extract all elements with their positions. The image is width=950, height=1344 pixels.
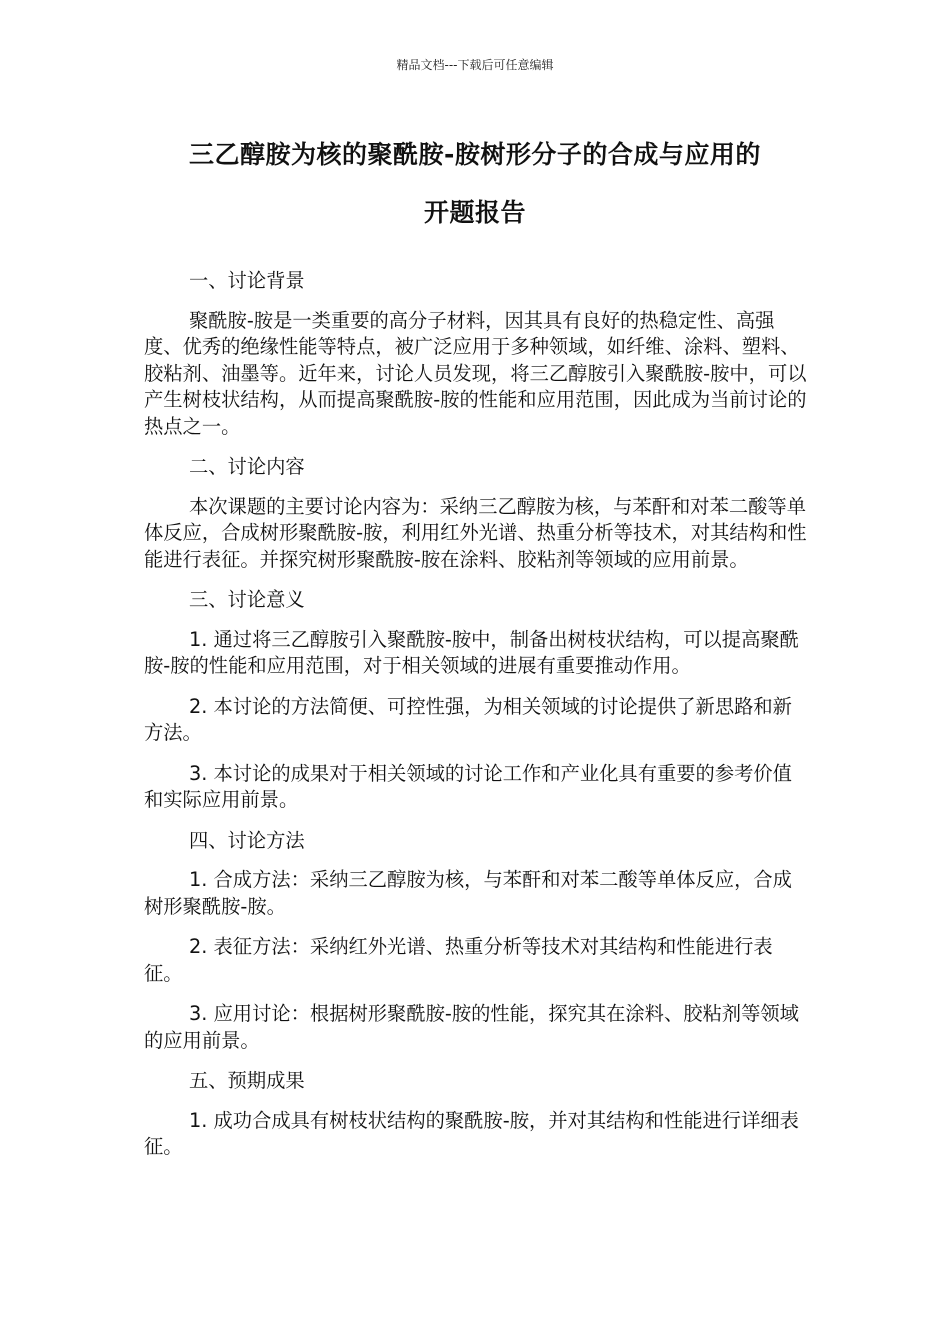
- background-paragraph: 聚酰胺-胺是一类重要的高分子材料，因其具有良好的热稳定性、高强度、优秀的绝缘性能等特点，被广泛应用于多种领域，如纤维、涂料、塑料、胶粘剂、油墨等。近年来，讨论人员发现，将三乙醇胺引入聚酰胺-胺中，可以产生树枝状结构，从而提高聚酰胺-胺的性能和应用范围，因此成为当前讨论的热点之一。: [144, 308, 807, 438]
- expected-item: 1. 成功合成具有树枝状结构的聚酰胺-胺，并对其结构和性能进行详细表征。: [144, 1108, 799, 1158]
- section-heading-content: 二、讨论内容: [189, 455, 305, 478]
- significance-item: 3. 本讨论的成果对于相关领域的讨论工作和产业化具有重要的参考价值和实际应用前景。: [144, 761, 792, 811]
- document-title-line-2: 开题报告: [423, 198, 526, 227]
- document-body: [144, 268, 808, 1161]
- section-heading-significance: 三、讨论意义: [189, 588, 305, 611]
- section-heading-background: 一、讨论背景: [189, 269, 305, 292]
- section-heading-expected: 五、预期成果: [189, 1069, 305, 1092]
- document-title-line-1: 三乙醇胺为核的聚酰胺-胺树形分子的合成与应用的: [189, 140, 761, 169]
- methods-item: 1. 合成方法：采纳三乙醇胺为核，与苯酐和对苯二酸等单体反应，合成树形聚酰胺-胺。: [144, 868, 792, 918]
- significance-item: 2. 本讨论的方法简便、可控性强，为相关领域的讨论提供了新思路和新方法。: [144, 694, 792, 744]
- section-heading-methods: 四、讨论方法: [189, 828, 305, 852]
- methods-item: 3. 应用讨论：根据树形聚酰胺-胺的性能，探究其在涂料、胶粘剂等领域的应用前景。: [144, 1002, 799, 1052]
- significance-item: 1. 通过将三乙醇胺引入聚酰胺-胺中，制备出树枝状结构，可以提高聚酰胺-胺的性能和应用范围，对于相关领域的进展有重要推动作用。: [144, 627, 799, 677]
- page-header-note: 精品文档---下载后可任意编辑: [396, 58, 554, 72]
- content-paragraph: 本次课题的主要讨论内容为：采纳三乙醇胺为核，与苯酐和对苯二酸等单体反应，合成树形聚酰胺-胺，利用红外光谱、热重分析等技术，对其结构和性能进行表征。并探究树形聚酰胺-胺在涂料、胶粘剂等领域的应用前景。: [144, 494, 807, 571]
- methods-item: 2. 表征方法：采纳红外光谱、热重分析等技术对其结构和性能进行表征。: [144, 935, 773, 985]
